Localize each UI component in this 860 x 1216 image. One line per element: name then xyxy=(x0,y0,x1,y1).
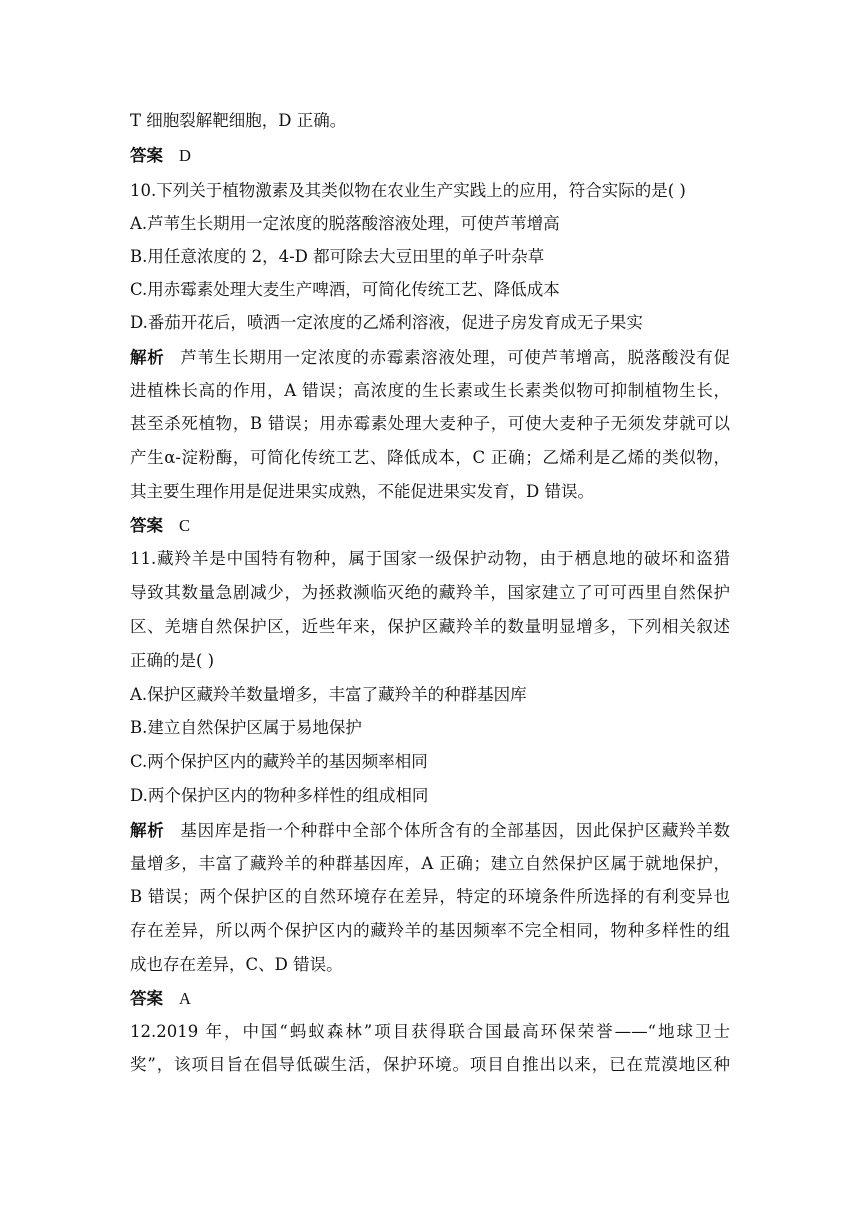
q12-stem-line: 12.2019 年，中国“蚂蚁森林”项目获得联合国最高环保荣誉——“地球卫士 xyxy=(130,1022,730,1041)
q10-explanation-line: 甚至杀死植物，B 错误；用赤霉素处理大麦种子，可使大麦种子无须发芽就可以 xyxy=(130,414,730,433)
explanation-label: 解析 xyxy=(130,821,165,840)
q11-explanation-line: 存在差异，所以两个保护区内的藏羚羊的基因频率不完全相同，物种多样性的组 xyxy=(130,921,730,940)
q11-option-a: A.保护区藏羚羊数量增多，丰富了藏羚羊的种群基因库 xyxy=(130,685,527,704)
explanation-label: 解析 xyxy=(130,348,165,367)
q11-explanation-line xyxy=(130,820,730,842)
q10-explanation-line: 进植株长高的作用，A 错误；高浓度的生长素或生长素类似物可抑制植物生长， xyxy=(130,381,730,400)
explanation-text: 基因库是指一个种群中全部个体所含有的全部基因，因此保护区藏羚羊数 xyxy=(180,821,730,840)
q11-stem-line: 正确的是( ) xyxy=(130,651,215,670)
explanation-text: 芦苇生长期用一定浓度的赤霉素溶液处理，可使芦苇增高，脱落酸没有促 xyxy=(180,348,730,367)
q11-option-c: C.两个保护区内的藏羚羊的基因频率相同 xyxy=(130,752,428,771)
q11-explanation-line: 成也存在差异，C、D 错误。 xyxy=(130,955,343,974)
answer-value: C xyxy=(179,516,191,535)
q11-stem-line: 区、羌塘自然保护区，近些年来，保护区藏羚羊的数量明显增多，下列相关叙述 xyxy=(130,617,730,636)
q10-answer xyxy=(130,515,730,537)
q9-answer xyxy=(130,145,730,167)
answer-value: A xyxy=(179,989,191,1008)
q10-option-d: D.番茄开花后，喷洒一定浓度的乙烯利溶液，促进子房发育成无子果实 xyxy=(130,313,643,332)
q11-option-d: D.两个保护区内的物种多样性的组成相同 xyxy=(130,786,429,805)
q11-explanation-line: 量增多，丰富了藏羚羊的种群基因库，A 正确；建立自然保护区属于就地保护， xyxy=(130,854,730,873)
q10-explanation-line: 其主要生理作用是促进果实成熟，不能促进果实发育，D 错误。 xyxy=(130,482,594,501)
q11-option-b: B.建立自然保护区属于易地保护 xyxy=(130,718,362,737)
q11-answer xyxy=(130,988,730,1010)
q11-stem-line: 导致其数量急剧减少，为拯救濒临灭绝的藏羚羊，国家建立了可可西里自然保护 xyxy=(130,583,730,602)
q10-explanation-line: 产生α-淀粉酶，可简化传统工艺、降低成本，C 正确；乙烯利是乙烯的类似物， xyxy=(130,448,730,467)
q11-explanation-line: B 错误；两个保护区的自然环境存在差异，特定的环境条件所选择的有利变异也 xyxy=(130,887,730,906)
q11-stem-line: 11.藏羚羊是中国特有物种，属于国家一级保护动物，由于栖息地的破坏和盗猎 xyxy=(130,549,730,568)
q10-option-b: B.用任意浓度的 2，4-D 都可除去大豆田里的单子叶杂草 xyxy=(130,247,545,266)
answer-value: D xyxy=(179,146,191,165)
answer-label: 答案 xyxy=(130,989,163,1008)
q10-stem: 10.下列关于植物激素及其类似物在农业生产实践上的应用，符合实际的是( ) xyxy=(130,181,686,200)
q10-option-c: C.用赤霉素处理大麦生产啤酒，可简化传统工艺、降低成本 xyxy=(130,280,560,299)
q10-explanation-line xyxy=(130,347,730,369)
q9-explanation-tail: T 细胞裂解靶细胞，D 正确。 xyxy=(130,111,347,130)
answer-label: 答案 xyxy=(130,516,163,535)
q12-stem-line: 奖”，该项目旨在倡导低碳生活，保护环境。项目自推出以来，已在荒漠地区种 xyxy=(130,1055,730,1074)
q10-option-a: A.芦苇生长期用一定浓度的脱落酸溶液处理，可使芦苇增高 xyxy=(130,214,560,233)
answer-label: 答案 xyxy=(130,146,163,165)
